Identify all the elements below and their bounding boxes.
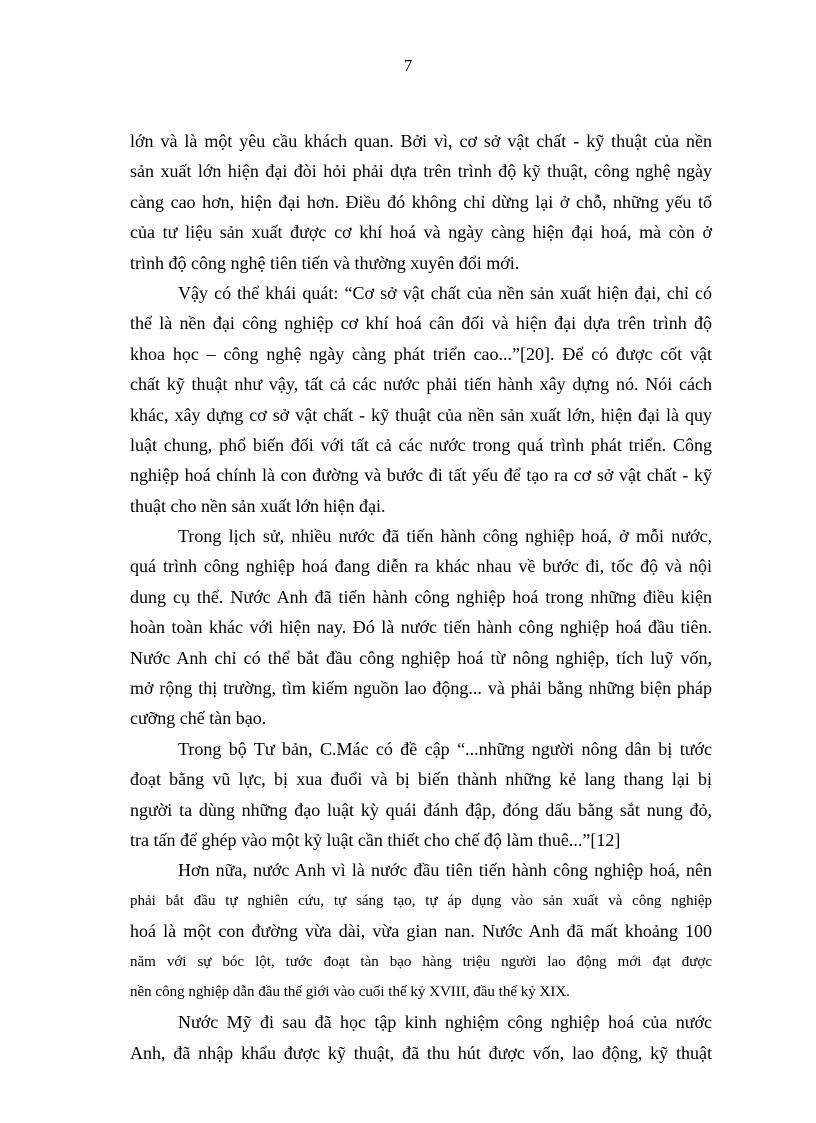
text-line: Trong bộ Tư bản, C.Mác có đề cập “...những người nông dân bị tước: [178, 738, 712, 759]
text-line: trình độ công nghệ tiên tiến và thường xuyên đổi mới.: [130, 252, 520, 273]
paragraph-5: [130, 855, 712, 1007]
paragraph-4: [130, 734, 712, 856]
text-line: năm với sự bóc lột, tước đoạt tàn bạo hàng triệu người lao động mới đạt được: [130, 953, 712, 970]
text-line: quá trình công nghiệp hoá đang diễn ra khác nhau về bước đi, tốc độ và nội: [130, 556, 712, 577]
text-line: đoạt bằng vũ lực, bị xua đuổi và bị biến thành những kẻ lang thang lại bị: [130, 769, 712, 790]
text-line: luật chung, phổ biến đối với tất cả các nước trong quá trình phát triển. Công: [130, 434, 712, 455]
text-line: phải bắt đầu tự nghiên cứu, tự sáng tạo, tự áp dụng vào sản xuất và công nghiệp: [130, 892, 712, 909]
page-number: 7: [403, 56, 413, 75]
text-line: thể là nền đại công nghiệp cơ khí hoá cân đối và hiện đại dựa trên trình độ: [130, 313, 712, 334]
text-line: mở rộng thị trường, tìm kiếm nguồn lao động... và phải bằng những biện pháp: [130, 678, 712, 699]
text-line: hoá là một con đường vừa dài, vừa gian nan. Nước Anh đã mất khoảng 100: [130, 921, 712, 942]
document-body: [130, 126, 712, 1068]
text-line: Hơn nữa, nước Anh vì là nước đầu tiên tiến hành công nghiệp hoá, nên: [178, 860, 712, 881]
text-line: nền công nghiệp dẫn đầu thế giới vào cuối thế kỷ XVIII, đầu thế kỷ XIX.: [130, 983, 570, 1000]
paragraph-2: [130, 278, 712, 521]
text-line: chất kỹ thuật như vậy, tất cả các nước phải tiến hành xây dựng nó. Nói cách: [130, 374, 712, 395]
text-line: sản xuất lớn hiện đại đòi hỏi phải dựa trên trình độ kỹ thuật, công nghệ ngày: [130, 161, 712, 182]
text-line: của tư liệu sản xuất được cơ khí hoá và ngày càng hiện đại hoá, mà còn ở: [130, 222, 712, 243]
text-line: hoàn toàn khác với hiện nay. Đó là nước tiến hành công nghiệp hoá đầu tiên.: [130, 617, 712, 638]
text-line: Nước Mỹ đi sau đã học tập kinh nghiệm công nghiệp hoá của nước: [178, 1012, 712, 1033]
text-line: dung cụ thể. Nước Anh đã tiến hành công nghiệp hoá trong những điều kiện: [130, 586, 712, 607]
text-line: khoa học – công nghệ ngày càng phát triển cao...”[20]. Để có được cốt vật: [130, 343, 712, 364]
text-line: Nước Anh chỉ có thể bắt đầu công nghiệp hoá từ nông nghiệp, tích luỹ vốn,: [130, 647, 712, 668]
paragraph-3: [130, 521, 712, 734]
paragraph-1: [130, 126, 712, 278]
text-line: Trong lịch sử, nhiều nước đã tiến hành công nghiệp hoá, ở mỗi nước,: [178, 526, 712, 547]
text-line: Anh, đã nhập khẩu được kỹ thuật, đã thu hút được vốn, lao động, kỹ thuật: [130, 1042, 712, 1063]
text-line: Vậy có thể khái quát: “Cơ sở vật chất của nền sản xuất hiện đại, chỉ có: [178, 282, 712, 303]
text-line: thuật cho nền sản xuất lớn hiện đại.: [130, 495, 386, 516]
text-line: nghiệp hoá chính là con đường và bước đi tất yếu để tạo ra cơ sở vật chất - kỹ: [130, 465, 712, 486]
text-line: người ta dùng những đạo luật kỳ quái đánh đập, đóng dấu bằng sắt nung đỏ,: [130, 799, 712, 820]
text-line: lớn và là một yêu cầu khách quan. Bởi vì, cơ sở vật chất - kỹ thuật của nền: [130, 131, 712, 151]
text-line: tra tấn để ghép vào một kỷ luật cần thiết cho chế độ làm thuê...”[12]: [130, 829, 621, 850]
text-line: càng cao hơn, hiện đại hơn. Điều đó không chỉ dừng lại ở chỗ, những yếu tố: [130, 191, 712, 212]
text-line: cưỡng chế tàn bạo.: [130, 708, 267, 729]
paragraph-6: [130, 1007, 712, 1068]
text-line: khác, xây dựng cơ sở vật chất - kỹ thuật của nền sản xuất lớn, hiện đại là quy: [130, 404, 712, 425]
